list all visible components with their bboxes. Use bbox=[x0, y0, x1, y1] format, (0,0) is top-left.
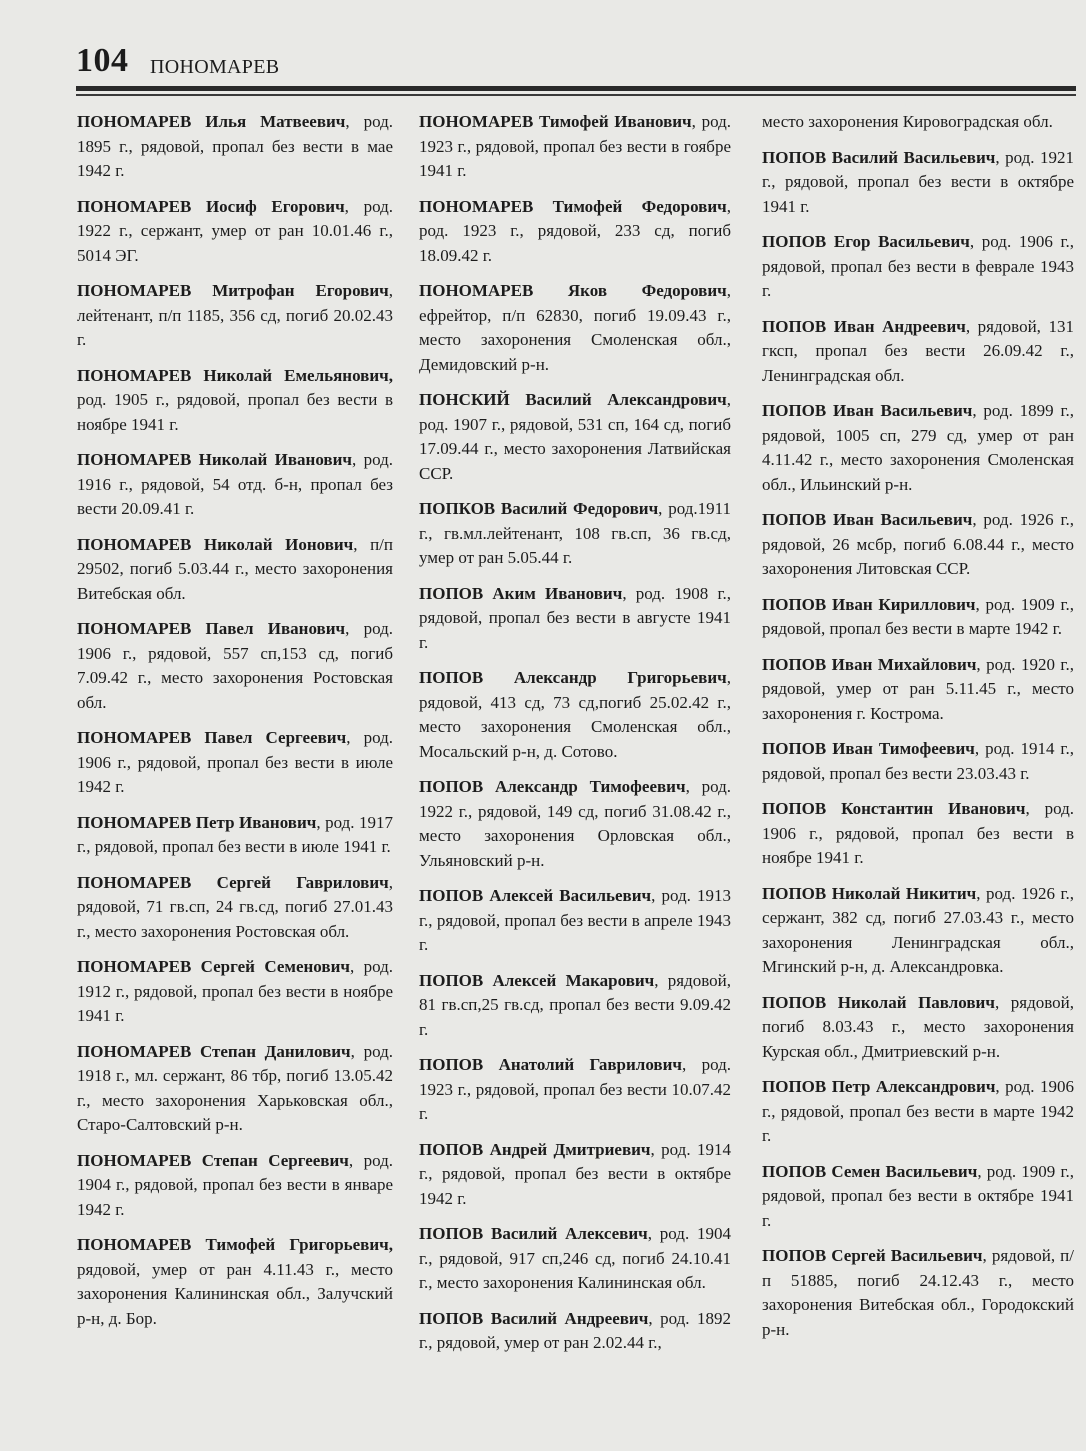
register-entry bbox=[77, 726, 393, 800]
entry-name: ПОПОВ Петр Александрович bbox=[762, 1077, 996, 1096]
entry-details: , род. 1909 г., рядовой, пропал без вести в марте 1942 г. bbox=[762, 594, 1074, 638]
entry-details: , род. 1918 г., мл. сержант, 86 тбр, погиб 13.05.42 г., место захоронения Харьковская обл., Старо-Салтовский р-н. bbox=[77, 1041, 393, 1134]
register-entry bbox=[762, 1160, 1074, 1234]
register-entry bbox=[77, 1040, 393, 1138]
register-entry bbox=[77, 195, 393, 269]
entry-details: , род.1911 г., гв.мл.лейтенант, 108 гв.сп, 36 гв.сд, умер от ран 5.05.44 г. bbox=[419, 499, 732, 567]
entry-details: , род. 1914 г., рядовой, пропал без вести в октябре 1942 г. bbox=[419, 1139, 731, 1208]
entry-details: , род. 1906 г., рядовой, пропал без вести в июле 1942 г. bbox=[77, 728, 393, 796]
entry-details: , род. 1913 г., рядовой, пропал без вести в апреле 1943 г. bbox=[419, 886, 731, 954]
entry-details: , род. 1923 г., рядовой, пропал без вести в гоябре 1941 г. bbox=[419, 112, 731, 180]
entry-name: ПОПОВ Иван Андреевич bbox=[762, 316, 966, 336]
entry-name: ПОПОВ Иван Михайлович bbox=[762, 654, 977, 674]
entry-name: ПОНОМАРЕВ Иосиф Егорович bbox=[77, 196, 345, 216]
register-entry bbox=[762, 593, 1074, 642]
register-entry bbox=[419, 279, 731, 377]
entry-name: ПОПОВ Николай Павлович bbox=[762, 992, 995, 1012]
page-number: 104 bbox=[76, 42, 129, 79]
entry-details: , рядовой, 131 гксп, пропал без вести 26.09.42 г., Ленинградская обл. bbox=[762, 316, 1074, 385]
entry-name: ПОПОВ Алексей Макарович bbox=[419, 970, 655, 990]
entry-details: , род. 1921 г., рядовой, пропал без вести в октябре 1941 г. bbox=[762, 147, 1074, 216]
entry-details: , род. 1922 г., сержант, умер от ран 10.01.46 г., 5014 ЭГ. bbox=[77, 196, 393, 265]
register-entry bbox=[762, 991, 1074, 1065]
entry-name: ПОПОВ Анатолий Гаврилович bbox=[419, 1055, 682, 1074]
entry-details: , рядовой, 81 гв.сп,25 гв.сд, пропал без вести 9.09.42 г. bbox=[419, 970, 732, 1039]
register-entry bbox=[419, 1053, 731, 1127]
entry-name: ПОНОМАРЕВ Яков Федорович bbox=[419, 281, 727, 300]
entry-details: род. 1905 г., рядовой, пропал без вести в ноябре 1941 г. bbox=[77, 390, 393, 434]
register-entry bbox=[762, 315, 1074, 389]
register-entry bbox=[77, 279, 393, 353]
entry-details: , род. 1914 г., рядовой, пропал без вести 23.03.43 г. bbox=[762, 739, 1074, 783]
entry-details: , рядовой, 413 сд, 73 сд,погиб 25.02.42 г., место захоронения Смоленская обл., Мосальский р-н, д. Сотово. bbox=[419, 668, 731, 761]
entry-name: ПОНОМАРЕВ Павел Сергеевич bbox=[77, 728, 347, 747]
entry-details: , род. 1906 г., рядовой, 557 сп,153 сд, погиб 7.09.42 г., место захоронения Ростовская обл. bbox=[77, 619, 393, 712]
entry-details: , род. 1912 г., рядовой, пропал без вести в ноябре 1941 г. bbox=[77, 957, 393, 1025]
register-entry bbox=[419, 884, 731, 958]
entry-name: ПОНОМАРЕВ Николай Ионович bbox=[77, 534, 354, 554]
register-entry bbox=[419, 497, 731, 571]
register-entry bbox=[419, 1307, 731, 1356]
entry-name: ПОНОМАРЕВ Тимофей Федорович bbox=[419, 196, 727, 216]
register-entry bbox=[419, 195, 731, 269]
entry-details: , род. 1922 г., рядовой, 149 сд, погиб 31.08.42 г., место захоронения Орловская обл., Ульяновский р-н. bbox=[419, 777, 731, 870]
entry-details: рядовой, умер от ран 4.11.43 г., место захоронения Калининская обл., Залучский р-н, д. Бор. bbox=[77, 1259, 393, 1328]
register-entry bbox=[77, 1149, 393, 1223]
entry-details: , п/п 29502, погиб 5.03.44 г., место захоронения Витебская обл. bbox=[77, 534, 393, 603]
entry-name: ПОНСКИЙ Василий Александрович bbox=[419, 390, 727, 409]
register-entry bbox=[77, 364, 393, 438]
entry-name: ПОПОВ Егор Васильевич bbox=[762, 232, 970, 251]
entry-details: , род. 1926 г., сержант, 382 сд, погиб 27.03.43 г., место захоронения Ленинградская обл., Мгинский р-н, д. Александровка. bbox=[762, 883, 1074, 976]
entry-name: ПОПОВ Аким Иванович bbox=[419, 583, 623, 603]
entry-name: ПОНОМАРЕВ Николай Иванович bbox=[77, 450, 352, 469]
register-entry bbox=[419, 1222, 731, 1296]
entry-name: ПОПОВ Александр Тимофеевич bbox=[419, 777, 686, 796]
entry-name: ПОПОВ Алексей Васильевич bbox=[419, 886, 652, 905]
register-entry bbox=[77, 811, 393, 860]
register-entry bbox=[419, 775, 731, 873]
register-entry bbox=[419, 1138, 731, 1212]
entry-name: ПОНОМАРЕВ Степан Сергеевич bbox=[77, 1150, 349, 1170]
entry-details: , род. 1892 г., рядовой, умер от ран 2.02.44 г., bbox=[419, 1308, 731, 1352]
entry-details: , лейтенант, п/п 1185, 356 сд, погиб 20.02.43 г. bbox=[77, 281, 393, 349]
entry-details: , род. 1926 г., рядовой, 26 мсбр, погиб 6.08.44 г., место захоронения Литовская ССР. bbox=[762, 510, 1074, 578]
entry-details: , род. 1904 г., рядовой, 917 сп,246 сд, погиб 24.10.41 г., место захоронения Калининская обл. bbox=[419, 1224, 731, 1292]
entry-name: ПОПОВ Константин Иванович bbox=[762, 799, 1026, 818]
register-entry bbox=[762, 508, 1074, 582]
page-header bbox=[76, 40, 1076, 80]
register-entry bbox=[77, 533, 393, 607]
entry-details: , род. 1906 г., рядовой, пропал без вести в ноябре 1941 г. bbox=[762, 799, 1074, 867]
entry-name: ПОПОВ Сергей Васильевич bbox=[762, 1246, 983, 1265]
register-entry bbox=[77, 871, 393, 945]
entry-name: ПОПОВ Семен Васильевич bbox=[762, 1161, 978, 1181]
entry-name: ПОПОВ Василий Андреевич bbox=[419, 1308, 649, 1328]
entry-details: , род. 1917 г., рядовой, пропал без вести в июле 1941 г. bbox=[77, 812, 393, 856]
entry-name: ПОНОМАРЕВ Илья Матвеевич bbox=[77, 112, 346, 131]
entry-details: , род. 1899 г., рядовой, 1005 сп, 279 сд, умер от ран 4.11.42 г., место захоронения Смоленская обл., Ильинский р-н. bbox=[762, 401, 1074, 494]
entry-details: , род. 1923 г., рядовой, пропал без вести 10.07.42 г. bbox=[419, 1055, 731, 1123]
entry-name: ПОПОВ Иван Васильевич bbox=[762, 510, 973, 529]
entry-details: , рядовой, 71 гв.сп, 24 гв.сд, погиб 27.01.43 г., место захоронения Ростовская обл. bbox=[77, 872, 393, 941]
entry-details: , род. 1923 г., рядовой, 233 сд, погиб 18.09.42 г. bbox=[419, 196, 731, 265]
entry-name: ПОНОМАРЕВ Павел Иванович bbox=[77, 619, 346, 638]
entry-name: ПОНОМАРЕВ Степан Данилович bbox=[77, 1041, 351, 1061]
register-entry bbox=[419, 666, 731, 764]
register-entry bbox=[77, 955, 393, 1029]
entry-name: ПОПОВ Иван Кириллович bbox=[762, 594, 976, 614]
entry-details: , ефрейтор, п/п 62830, погиб 19.09.43 г., место захоронения Смоленская обл., Демидовский р-н. bbox=[419, 281, 731, 374]
entry-details: , рядовой, п/п 51885, погиб 24.12.43 г., место захоронения Витебская обл., Городокский р-н. bbox=[762, 1246, 1074, 1339]
entry-details: , род. 1920 г., рядовой, умер от ран 5.11.45 г., место захоронения г. Кострома. bbox=[762, 654, 1074, 723]
register-entry bbox=[762, 737, 1074, 786]
entry-name: ПОНОМАРЕВ Николай Емельянович, bbox=[77, 365, 393, 385]
register-entry bbox=[762, 882, 1074, 980]
entry-details: , род. 1909 г., рядовой, пропал без вести в октябре 1941 г. bbox=[762, 1161, 1074, 1230]
entry-details: , род. 1916 г., рядовой, 54 отд. б-н, пропал без вести 20.09.41 г. bbox=[77, 450, 393, 518]
entry-details: , род. 1906 г., рядовой, пропал без вести в марте 1942 г. bbox=[762, 1077, 1074, 1145]
header-rule-thin bbox=[76, 94, 1076, 96]
entry-name: ПОНОМАРЕВ Сергей Семенович bbox=[77, 957, 350, 976]
entry-name: ПОПОВ Андрей Дмитриевич bbox=[419, 1139, 651, 1159]
register-entry bbox=[762, 1075, 1074, 1149]
register-entry bbox=[77, 110, 393, 184]
register-entry bbox=[77, 1233, 393, 1331]
register-entry bbox=[419, 110, 731, 184]
running-head: ПОНОМАРЕВ bbox=[150, 56, 280, 78]
entry-name: ПОНОМАРЕВ Тимофей Иванович bbox=[419, 112, 692, 131]
entry-name: ПОНОМАРЕВ Сергей Гаврилович bbox=[77, 872, 389, 892]
continuation-text: место захоронения Кировоградская обл. bbox=[762, 112, 1053, 131]
register-entry bbox=[762, 146, 1074, 220]
register-entry bbox=[419, 582, 731, 656]
register-entry bbox=[419, 969, 731, 1043]
column-3 bbox=[762, 110, 1074, 1353]
entry-details: , род. 1895 г., рядовой, пропал без вести в мае 1942 г. bbox=[77, 112, 393, 180]
entry-name: ПОПОВ Александр Григорьевич bbox=[419, 668, 727, 687]
column-1 bbox=[77, 110, 393, 1342]
entry-name: ПОПОВ Николай Никитич bbox=[762, 883, 977, 903]
register-entry bbox=[762, 797, 1074, 871]
entry-name: ПОПКОВ Василий Федорович bbox=[419, 499, 659, 518]
entry-details: , род. 1907 г., рядовой, 531 сп, 164 сд, погиб 17.09.44 г., место захоронения Латвийская ССР. bbox=[419, 390, 731, 483]
entry-name: ПОНОМАРЕВ Петр Иванович bbox=[77, 812, 317, 832]
header-rule-thick bbox=[76, 86, 1076, 91]
register-entry bbox=[419, 388, 731, 486]
register-entry bbox=[77, 617, 393, 715]
register-entry bbox=[77, 448, 393, 522]
entry-details: , род. 1906 г., рядовой, пропал без вести в феврале 1943 г. bbox=[762, 232, 1075, 300]
entry-details: , род. 1904 г., рядовой, пропал без вести в январе 1942 г. bbox=[77, 1150, 393, 1219]
entry-name: ПОНОМАРЕВ Митрофан Егорович bbox=[77, 281, 389, 300]
entry-name: ПОПОВ Василий Васильевич bbox=[762, 147, 996, 167]
entry-name: ПОПОВ Василий Алексевич bbox=[419, 1224, 648, 1243]
register-entry bbox=[762, 230, 1074, 304]
column-2 bbox=[419, 110, 731, 1367]
register-entry bbox=[762, 399, 1074, 497]
entry-name: ПОПОВ Иван Тимофеевич bbox=[762, 739, 975, 758]
entry-details: , род. 1908 г., рядовой, пропал без вести в августе 1941 г. bbox=[419, 583, 731, 652]
entry-name: ПОНОМАРЕВ Тимофей Григорьевич, bbox=[77, 1235, 393, 1254]
entry-details: , рядовой, погиб 8.03.43 г., место захоронения Курская обл., Дмитриевский р-н. bbox=[762, 992, 1074, 1061]
register-entry bbox=[762, 653, 1074, 727]
entry-name: ПОПОВ Иван Васильевич bbox=[762, 401, 973, 420]
register-entry bbox=[762, 1244, 1074, 1342]
